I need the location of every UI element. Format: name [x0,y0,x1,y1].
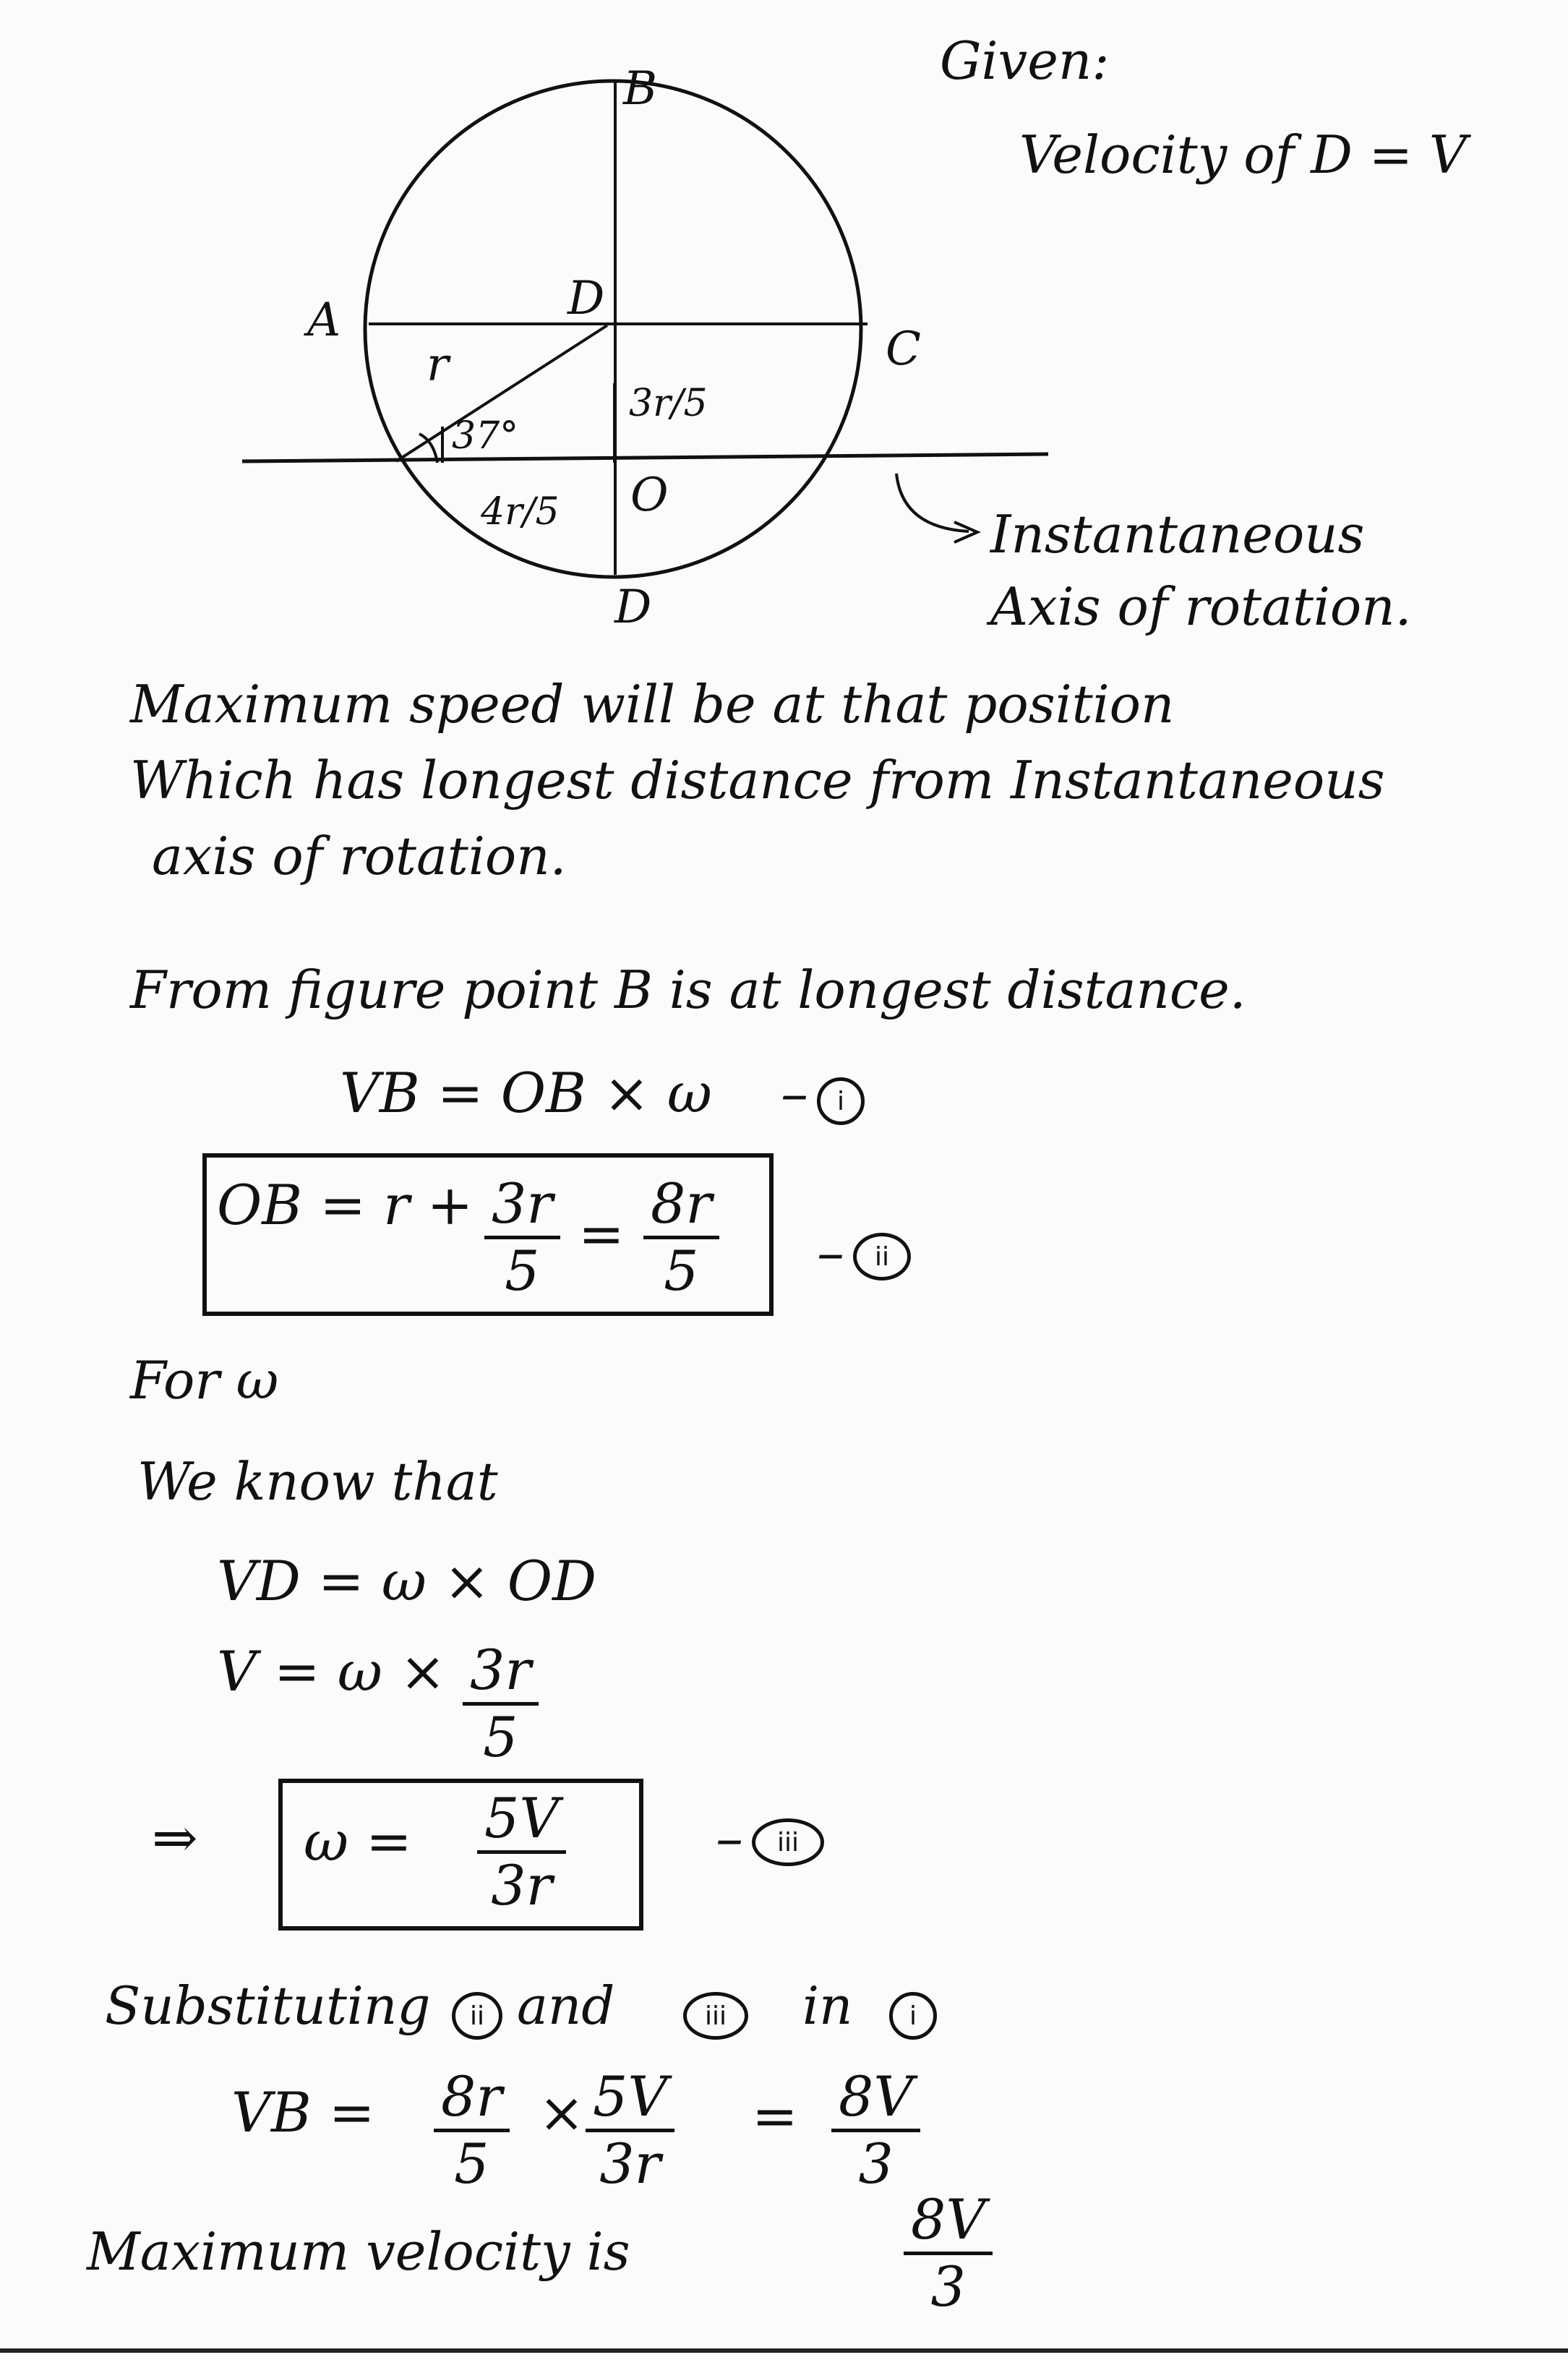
ob-fraction-3r-5 [484,1171,560,1303]
ob-frac2-den: 5 [664,1238,699,1303]
conclusion-text: Maximum velocity is [87,2221,630,2282]
final-frac3-num: 8V [831,2068,920,2132]
bottom-edge-line [0,2348,1568,2353]
implies-arrow: ⇒ [152,1805,198,1870]
final-equals: = [752,2084,798,2148]
equation-v-fraction [463,1638,539,1769]
point-d-bottom-label: D [614,581,652,634]
final-fraction-8v-3 [831,2064,920,2196]
we-know-that: We know that [137,1451,498,1512]
v-frac-den: 5 [483,1704,518,1769]
radius-label: r [427,338,449,392]
eq-dash: – [781,1061,808,1125]
final-frac1-num: 8r [434,2068,510,2132]
figure-statement: From figure point B is at longest distance. [130,959,1246,1020]
final-frac1-den: 5 [454,2131,489,2196]
axis-note-line2: Axis of rotation. [990,576,1412,637]
substituting-tag-iii: iii [683,1992,748,2040]
angle-label: 37° [452,414,519,458]
substituting-text: Substituting [105,1975,431,2036]
omega-frac-den: 3r [491,1852,552,1918]
substituting-tag-ii: ii [452,1992,502,2040]
wheel-circle [365,81,861,577]
equation-tag-iii: iii [752,1818,824,1866]
final-vb-lhs: VB = [231,2080,375,2145]
ob-lhs: OB = r + [217,1173,474,1237]
ground-axis-line [242,454,1048,461]
ob-frac1-den: 5 [505,1238,540,1303]
conclusion-fraction [904,2187,993,2319]
vertical-distance-label: 3r/5 [629,382,708,425]
point-c-label: C [886,322,921,376]
given-velocity: Velocity of D = V [1019,124,1467,185]
final-frac2-den: 3r [599,2131,661,2196]
statement-line2: Which has longest distance from Instantaneous [130,750,1385,811]
conclusion-frac-num: 8V [904,2191,993,2255]
omega-fraction [477,1786,566,1918]
point-b-label: B [623,62,658,116]
substituting-and: and [517,1975,615,2036]
equation-vb: VB = OB × ω [340,1061,712,1125]
final-frac3-den: 3 [858,2131,894,2196]
statement-line3: axis of rotation. [152,826,567,886]
ob-frac2-num: 8r [643,1175,719,1239]
horizontal-distance-label: 4r/5 [481,490,560,534]
substituting-in: in [802,1975,853,2036]
v-frac-num: 3r [463,1641,539,1706]
ob-fraction-8r-5 [643,1171,719,1303]
statement-line1: Maximum speed will be at that position [130,674,1175,735]
final-frac2-num: 5V [586,2068,674,2132]
omega-frac-num: 5V [477,1790,566,1854]
point-o-label: O [630,469,669,522]
equation-vd: VD = ω × OD [217,1549,597,1613]
final-fraction-5v-3r [586,2064,674,2196]
ob-equals: = [578,1202,625,1266]
axis-note-line1: Instantaneous [990,504,1365,565]
final-times: × [539,2080,585,2145]
final-fraction-8r-5 [434,2064,510,2196]
for-omega: For ω [130,1350,279,1411]
ob-frac1-num: 3r [484,1175,560,1239]
equation-tag-i: i [817,1077,865,1125]
point-a-label: A [307,294,341,347]
equation-tag-ii: ii [853,1233,911,1281]
eq2-dash: – [817,1220,844,1284]
equation-v-lhs: V = ω × [217,1639,446,1703]
substituting-tag-i: i [889,1992,937,2040]
point-d-center-label: D [567,272,605,325]
given-heading: Given: [940,30,1110,91]
conclusion-frac-den: 3 [930,2254,966,2319]
eq3-dash: – [716,1805,743,1870]
omega-lhs: ω = [304,1809,412,1873]
